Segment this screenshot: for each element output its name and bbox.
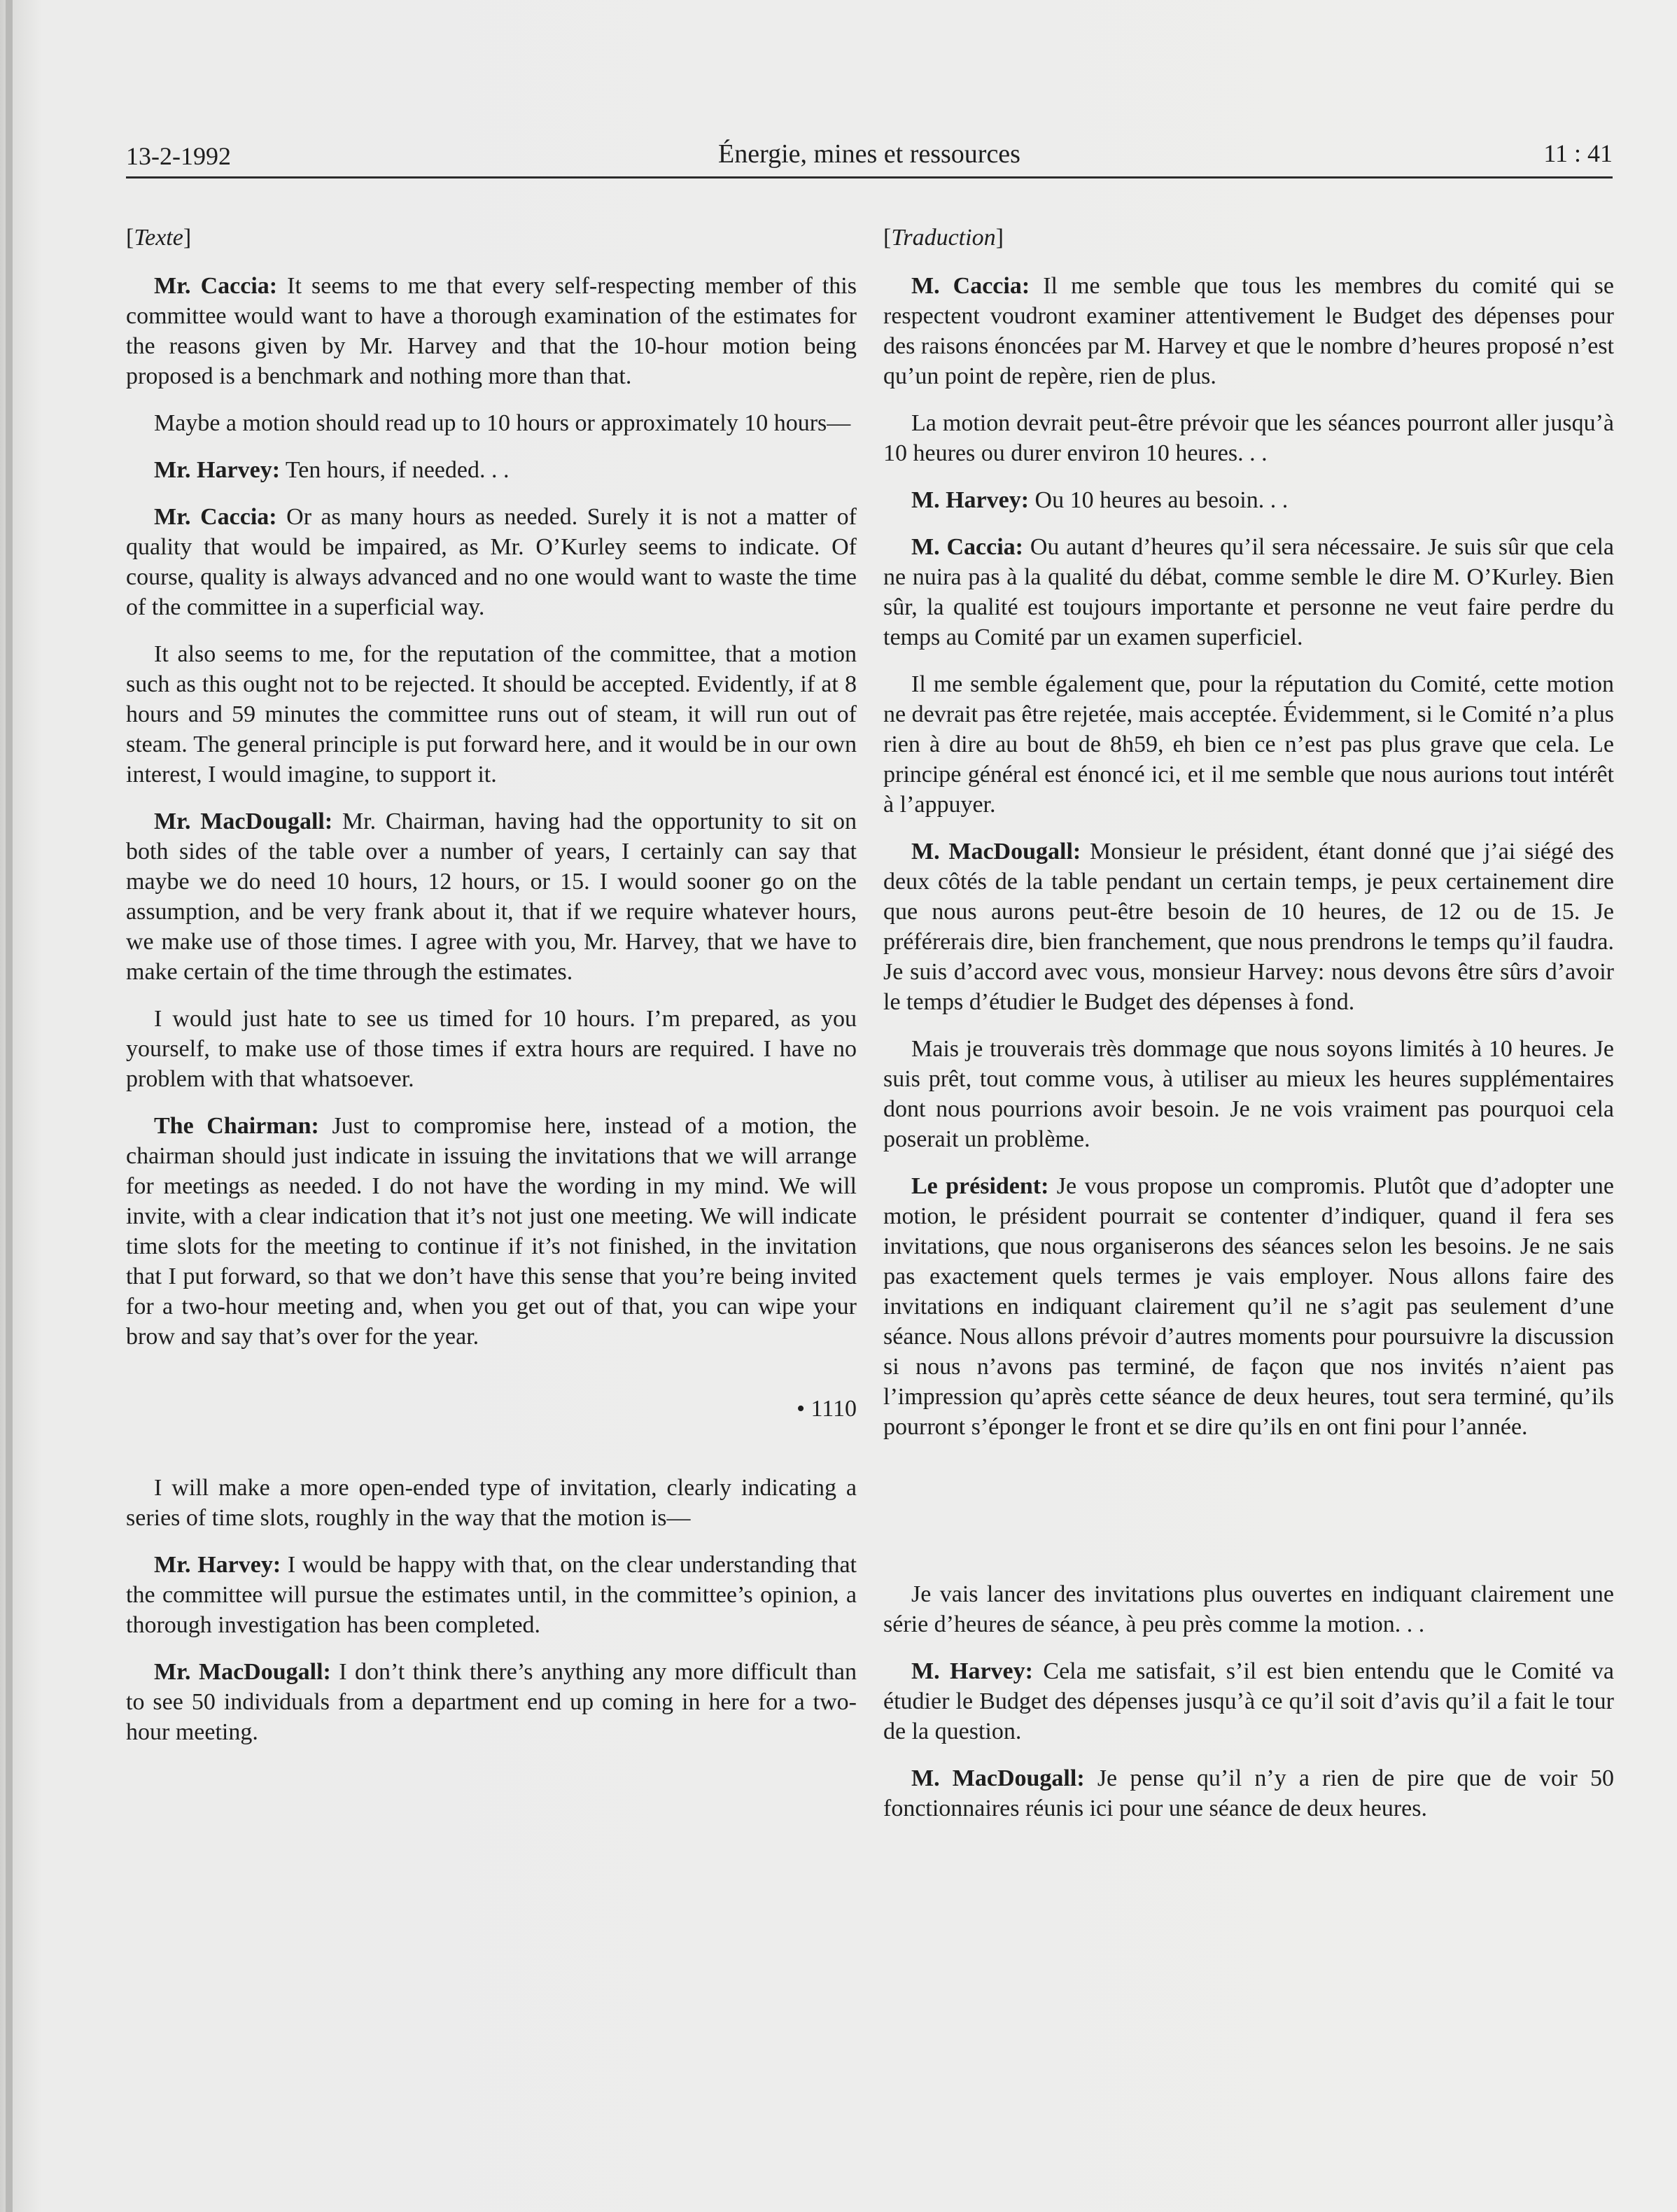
speaker-name: Mr. Harvey: bbox=[154, 457, 281, 483]
paragraph-text: Il me semble également que, pour la réputation du Comité, cette motion ne devrait pas être rejetée, mais acceptée. Évidemment, si le Comité n’a plus rien à dire au bout de 8h59, eh bien ce n’est pas plus grave que cela. Le principe général est énoncé ici, et il me semble que nous aurions tout intérêt à l’appuyer. bbox=[883, 671, 1614, 818]
header-title: Énergie, mines et ressources bbox=[718, 139, 1020, 169]
paragraph bbox=[126, 455, 857, 485]
paragraph-text: Je pense qu’il n’y a rien de pire que de voir 50 fonctionnaires réunis ici pour une séance de deux heures. bbox=[883, 1765, 1614, 1821]
paragraph-text: Il me semble que tous les membres du comité qui se respectent voudront examiner attentivement le Budget des dépenses pour des raisons énoncées par M. Harvey et que le nombre d’heures proposé n’est qu’un point de repère, rien de plus. bbox=[883, 273, 1614, 389]
french-column bbox=[883, 210, 1614, 1840]
paragraph bbox=[883, 669, 1614, 820]
paragraph bbox=[883, 836, 1614, 1017]
paragraph-text: Ten hours, if needed. . . bbox=[280, 457, 510, 483]
paragraph-text: Je vous propose un compromis. Plutôt que d’adopter une motion, le président pourrait se contenter d’indiquer, quand il fera ses invitations, que nous organiserons des séances selon les besoins. Je ne sais pas exactement quels termes je vais employer. Nous allons faire des invitations en indiquant clairement qu’il ne s’agit pas seulement d’une séance. Nous allons prévoir d’autres moments pour poursuivre la discussion si nous n’avons pas terminé, de façon que nos invités n’aient pas l’impression qu’après cette séance de deux heures, tout sera terminé, qu’ils pourront s’éponger le front et se dire qu’ils en ont fini pour l’année. bbox=[883, 1173, 1615, 1440]
paragraph bbox=[883, 271, 1614, 391]
paragraph bbox=[126, 1657, 857, 1747]
speaker-name: M. Harvey: bbox=[911, 487, 1030, 513]
speaker-name: Mr. Caccia: bbox=[154, 273, 278, 299]
speaker-name: The Chairman: bbox=[154, 1113, 319, 1139]
speaker-name: Mr. Caccia: bbox=[154, 504, 277, 530]
paragraph bbox=[883, 532, 1614, 652]
paragraph-text: Maybe a motion should read up to 10 hours or approximately 10 hours— bbox=[154, 410, 851, 436]
french-tag: [Traduction] bbox=[883, 225, 1004, 251]
paragraph bbox=[126, 1004, 857, 1094]
speaker-name: Mr. MacDougall: bbox=[154, 1659, 331, 1685]
paragraph-text: Cela me satisfait, s’il est bien entendu que le Comité va étudier le Budget des dépenses jusqu’à ce qu’il soit d’avis qu’il a fait le tour de la question. bbox=[883, 1658, 1614, 1744]
paragraph-text: It also seems to me, for the reputation of the committee, that a motion such as this ought not to be rejected. It should be accepted. Evidently, if at 8 hours and 59 minutes the committee runs out of steam, it will run out of steam. The general principle is put forward here, and it would be in our own interest, I would imagine, to support it. bbox=[126, 641, 857, 788]
paragraph-text: It seems to me that every self-respecting member of this committee would want to have a thorough examination of the estimates for the reasons given by Mr. Harvey and that the 10-hour motion being proposed is a benchmark and nothing more than that. bbox=[126, 273, 857, 389]
paragraph bbox=[126, 271, 857, 391]
french-paragraphs-after bbox=[883, 1579, 1614, 1823]
speaker-name: M. Caccia: bbox=[911, 534, 1023, 560]
paragraph-text: I don’t think there’s anything any more difficult than to see 50 individuals from a department end up coming in here for a two-hour meeting. bbox=[126, 1659, 857, 1745]
french-paragraphs bbox=[883, 271, 1614, 1442]
paragraph-text: I will make a more open-ended type of invitation, clearly indicating a series of time slots, roughly in the way that the motion is— bbox=[126, 1475, 857, 1531]
paragraph bbox=[126, 1550, 857, 1640]
paragraph bbox=[883, 1656, 1614, 1746]
paragraph-text: La motion devrait peut-être prévoir que les séances pourront aller jusqu’à 10 heures ou durer environ 10 heures. . . bbox=[883, 410, 1614, 466]
paragraph bbox=[883, 1034, 1614, 1154]
paragraph-text: Mais je trouverais très dommage que nous soyons limités à 10 heures. Je suis prêt, tout comme vous, à utiliser au mieux les heures supplémentaires dont nous pourrions avoir besoin. Je ne vois vraiment pas pourquoi cela poserait un problème. bbox=[883, 1036, 1614, 1152]
english-paragraphs bbox=[126, 271, 857, 1352]
paragraph-text: Je vais lancer des invitations plus ouvertes en indiquant clairement une série d’heures de séance, à peu près comme la motion. . . bbox=[883, 1581, 1614, 1637]
paragraph bbox=[883, 1763, 1614, 1823]
speaker-name: M. Harvey: bbox=[911, 1658, 1033, 1684]
paragraph-text: Or as many hours as needed. Surely it is not a matter of quality that would be impaired, as Mr. O’Kurley seems to indicate. Of course, quality is always advanced and no one would want to waste the time of the committee in a superficial way. bbox=[126, 504, 857, 620]
paragraph-text: I would be happy with that, on the clear understanding that the committee will pursue the estimates until, in the committee’s opinion, a thorough investigation has been completed. bbox=[126, 1552, 857, 1638]
paragraph bbox=[126, 1473, 857, 1533]
speaker-name: M. MacDougall: bbox=[911, 839, 1081, 864]
paragraph-text: Ou 10 heures au besoin. . . bbox=[1029, 487, 1289, 513]
english-column bbox=[126, 210, 857, 1764]
header-page-number: 11 : 41 bbox=[1543, 139, 1613, 167]
page-header bbox=[126, 134, 1613, 178]
paragraph bbox=[126, 408, 857, 438]
paragraph bbox=[126, 1111, 857, 1352]
speaker-name: M. MacDougall: bbox=[911, 1765, 1085, 1791]
paragraph-text: Just to compromise here, instead of a motion, the chairman should just indicate in issuing the invitations that we will arrange for meetings as needed. I do not have the wording in my mind. We will invite, with a clear indication that it’s not just one meeting. We will indicate time slots for the meeting to continue if it’s not finished, in the invitation that I put forward, so that we don’t have this sense that you’re being invited for a two-hour meeting and, when you get out of that, you can wipe your brow and say that’s over for the year. bbox=[126, 1113, 857, 1350]
paragraph bbox=[126, 806, 857, 987]
speaker-name: Mr. Harvey: bbox=[154, 1552, 281, 1578]
paragraph bbox=[126, 639, 857, 790]
speaker-name: Le président: bbox=[911, 1173, 1049, 1199]
paragraph-text: I would just hate to see us timed for 10 hours. I’m prepared, as you yourself, to make use of those times if extra hours are required. I have no problem with that whatsoever. bbox=[126, 1006, 857, 1092]
paragraph-text: Monsieur le président, étant donné que j’ai siégé des deux côtés de la table pendant un certain temps, je peux certainement dire que nous aurons peut-être besoin de 10 heures, de 12 ou de 15. Je préférerais dire, bien franchement, que nous prendrons le temps qu’il faudra. Je suis d’accord avec vous, monsieur Harvey: nous devons être sûrs d’avoir le temps d’étudier le Budget des dépenses à fond. bbox=[883, 839, 1614, 1015]
header-date: 13-2-1992 bbox=[126, 142, 231, 170]
paragraph bbox=[883, 1579, 1614, 1639]
column-gap bbox=[883, 1459, 1614, 1579]
english-tag: [Texte] bbox=[126, 225, 192, 251]
paragraph-text: Ou autant d’heures qu’il sera nécessaire. Je suis sûr que cela ne nuira pas à la qualité du débat, comme semble le dire M. O’Kurley. Bien sûr, la qualité est toujours importante et personne ne veut faire perdre du temps au Comité par un examen superficiel. bbox=[883, 534, 1614, 650]
paragraph-text: Mr. Chairman, having had the opportunity to sit on both sides of the table over a number of years, I certainly can say that maybe we do need 10 hours, 12 hours, or 15. I would sooner go on the assumption, and be very frank about it, that if we require whatever hours, we make use of those times. I agree with you, Mr. Harvey, that we have to make certain of the time through the estimates. bbox=[126, 808, 857, 985]
paragraph bbox=[883, 1171, 1614, 1442]
speaker-name: Mr. MacDougall: bbox=[154, 808, 333, 834]
paragraph bbox=[126, 502, 857, 622]
paragraph bbox=[883, 408, 1614, 468]
speaker-name: M. Caccia: bbox=[911, 273, 1030, 299]
paragraph bbox=[883, 485, 1614, 515]
time-marker: • 1110 bbox=[797, 1396, 857, 1422]
binding-edge bbox=[6, 0, 13, 2212]
english-paragraphs-after bbox=[126, 1473, 857, 1747]
